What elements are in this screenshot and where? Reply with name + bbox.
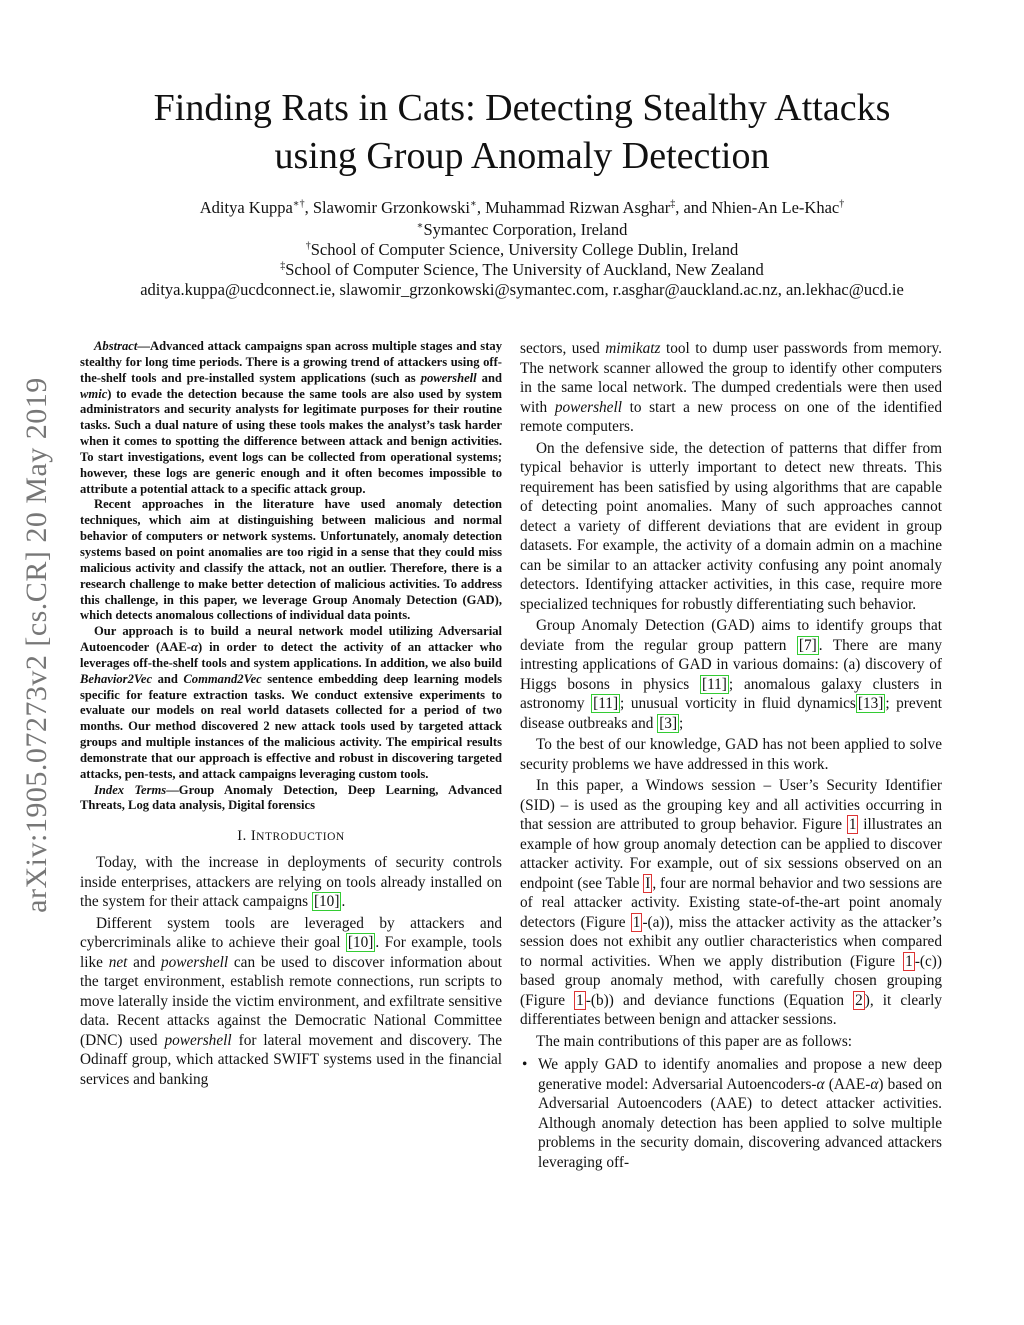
affiliation-mark: ‡	[280, 260, 286, 272]
figure-reference-link[interactable]: 1	[905, 952, 913, 970]
body-text: . For example, tools like	[80, 934, 502, 971]
list-item-text: ) based on Adversarial Autoencoders (AAE) to detect attacker activities. Although anomaly detection has been applied to solve multiple problems in the security domain, discovering advanced attackers leveraging off-	[538, 1075, 943, 1171]
author-mark: ∗	[470, 198, 477, 210]
figure-reference-link[interactable]: 1	[576, 991, 584, 1009]
author-name: , Slawomir Grzonkowski	[304, 198, 471, 217]
abstract-text: and	[476, 370, 502, 385]
abstract-text: and	[152, 671, 184, 686]
arxiv-id-text: arXiv:1905.07273v2 [cs.CR] 20 May 2019	[20, 377, 53, 913]
table-reference-link[interactable]: I	[645, 874, 651, 892]
section-number: I. I	[237, 828, 257, 845]
body-text: illustrates an example of how group anomaly detection can be applied to discover attacker activity. For example, out of six sessions observed on an endpoint (see Table	[520, 816, 942, 892]
body-text: -(c)) based group anomaly method, with carefully chosen grouping (Figure	[520, 952, 942, 1009]
abstract-paragraph	[80, 339, 502, 497]
index-terms-label: Index Terms	[94, 782, 167, 797]
body-text: Different system tools are leveraged by attackers and cybercriminals alike to achieve their goal	[80, 914, 502, 952]
title-line-1: Finding Rats in Cats: Detecting Stealthy Attacks	[153, 87, 891, 129]
abstract-paragraph: Recent approaches in the literature have used anomaly detection techniques, which aim at distinguishing between malicious and normal behavior of computers or network systems. Unfortunately, anomaly detection systems based on point anomalies are too rigid in a sense that they could miss malicious activity and classify the attack, not an outlier. Therefore, there is a research challenge to make better detection of malicious activities. To address this challenge, in this paper, we leverage Group Anomaly Detection (GAD), which detects anomalous collections of individual data points.	[80, 497, 502, 623]
section-title: NTRODUCTION	[256, 831, 345, 844]
arxiv-identifier	[12, 345, 62, 945]
body-text: Group Anomaly Detection (GAD) aims to identify groups that deviate from the regular group pattern	[520, 617, 942, 654]
body-text: and	[127, 953, 161, 971]
abstract-text: —Advanced attack campaigns span across multiple stages and stay stealthy for long time periods. There is a growing trend of attackers using off-the-shelf tools and pre-installed system applications (such as	[80, 339, 502, 385]
body-paragraph	[520, 616, 942, 733]
contributions-list	[520, 1055, 942, 1172]
body-text: Today, with the increase in deployments of security controls inside enterprises, attackers are relying on tools already installed on the system for their attack campaigns	[80, 854, 502, 911]
affiliation	[60, 220, 984, 240]
citation-link[interactable]: [3]	[659, 714, 678, 732]
author-name: , Muhammad Rizwan Asghar	[476, 198, 671, 217]
body-paragraph	[80, 914, 502, 1090]
body-text: ;	[679, 714, 684, 732]
body-text: ; unusual vorticity in fluid dynamics	[620, 695, 856, 712]
body-paragraph	[520, 339, 942, 437]
right-column	[520, 339, 942, 1172]
paper-title	[60, 84, 984, 180]
introduction-body	[80, 853, 502, 1089]
model-name: Command2Vec	[183, 671, 262, 686]
math-symbol: α	[816, 1075, 825, 1093]
abstract-paragraph	[80, 624, 502, 782]
abstract-text: ) to evade the detection because the same tools are also used by system administrators and security analysts for legitimate purposes for their routine tasks. Such a dual nature of using these tools makes the analyst’s task harder when it comes to spotting the difference between attack and benign activities. To start investigations, event logs can be collected from operational systems; however, these logs are generic enough and it often becomes impossible to attribute a potential attack to a specific attack group.	[80, 386, 502, 496]
author-emails: aditya.kuppa@ucdconnect.ie, slawomir_grzonkowski@symantec.com, r.asghar@auckland.ac.nz, an.lekhac@ucd.ie	[140, 280, 904, 299]
citation-link[interactable]: [11]	[701, 675, 727, 693]
affiliation-text: Symantec Corporation, Ireland	[423, 220, 628, 239]
abstract-text: Our approach is to build a neural network model utilizing Adversarial Autoencoder (AAE-	[80, 624, 502, 655]
model-name: Behavior2Vec	[80, 671, 153, 686]
body-paragraph	[520, 776, 942, 1030]
tool-name: net	[108, 953, 128, 971]
body-text: .	[341, 893, 346, 911]
affiliation	[60, 260, 984, 280]
body-text: . There are many intresting applications of GAD in various domains: (a) discovery of Higgs bosons in physics	[520, 636, 942, 693]
abstract	[80, 339, 502, 814]
tool-name: powershell	[554, 398, 622, 416]
body-text: sectors, used	[520, 340, 606, 357]
math-symbol: α	[190, 640, 198, 655]
tool-name: wmic	[80, 386, 108, 401]
math-symbol: α	[870, 1075, 879, 1093]
title-line-2: using Group Anomaly Detection	[274, 135, 770, 177]
list-item	[536, 1055, 942, 1172]
left-column	[80, 339, 502, 1091]
citation-link[interactable]: [13]	[857, 695, 884, 712]
affiliation-text: School of Computer Science, University College Dublin, Ireland	[310, 240, 739, 259]
affiliation-text: School of Computer Science, The University of Auckland, New Zealand	[285, 260, 764, 279]
body-text: ; anomalous galaxy clusters in astronomy	[520, 675, 942, 712]
body-paragraph: To the best of our knowledge, GAD has not been applied to solve security problems we have addressed in this work.	[520, 736, 942, 773]
body-paragraph: On the defensive side, the detection of patterns that differ from typical behavior is utterly important to detect new threats. This requirement has been satisfied by using algorithms that are capable of detecting point anomalies. Many of such approaches cannot detect a variety of different deviations that are evident in group datasets. For example, the activity of a domain admin on a machine can be similar to an attacker activity confusing any point anomaly detectors. Identifying attacker activities, in this case, require more specialized techniques for robustly differentiating such behavior.	[520, 439, 942, 613]
body-paragraph: The main contributions of this paper are as follows:	[536, 1032, 853, 1050]
figure-reference-link[interactable]: 1	[632, 913, 641, 931]
body-text: tool to dump user passwords from memory. The network scanner allowed the group to identify other computers in the same local network. The dumped credentials were then used with	[520, 340, 942, 416]
body-text: to start a new process on one of the identified remote computers.	[520, 398, 942, 435]
affiliation-mark: †	[305, 240, 311, 252]
body-text: In this paper, a Windows session – User’s Security Identifier (SID) – is used as the grouping key and all activities occurring in that session are attributed to group behavior. Figure	[520, 777, 942, 833]
author-mark: ∗†	[292, 198, 305, 210]
tool-name: powershell	[160, 953, 229, 971]
equation-reference-link[interactable]: 2	[855, 991, 863, 1009]
body-text: -(a)), miss the attacker activity as the attacker’s session does not exhibit any outlier characteristics when compared to normal activities. When we apply distribution (Figure	[520, 913, 942, 970]
author-mark: †	[839, 198, 845, 210]
author-name: , and Nhien-An Le-Khac	[675, 198, 840, 217]
citation-link[interactable]: [10]	[347, 934, 374, 952]
body-text: -(b)) and deviance functions (Equation	[585, 991, 854, 1009]
body-text: , four are normal behavior and two sessions are of real attacker activity. Existing state-of-the-art point anomaly detectors (Figure	[520, 874, 942, 931]
body-text: ; prevent disease outbreaks and	[520, 695, 943, 732]
body-text: can be used to discover information about the target environment, establish remote connections, run scripts to move laterally inside the victim environment, and exfiltrate sensitive data. Recent attacks against the Democratic National Committee (DNC) used	[80, 953, 502, 1049]
list-item-text: (AAE-	[824, 1075, 871, 1093]
author-block	[60, 198, 984, 300]
index-terms-text: —Group Anomaly Detection, Deep Learning, Advanced Threats, Log data analysis, Digital forensics	[80, 782, 502, 813]
tool-name: powershell	[164, 1031, 232, 1049]
affiliation	[60, 240, 984, 260]
index-terms	[80, 783, 502, 815]
tool-name: powershell	[420, 370, 477, 385]
body-text: for lateral movement and discovery. The Odinaff group, which attacked SWIFT systems used in the financial services and banking	[80, 1031, 502, 1088]
body-paragraph	[80, 853, 502, 912]
figure-reference-link[interactable]: 1	[848, 816, 857, 833]
affiliation-mark: ∗	[416, 220, 424, 232]
abstract-text: sentence embedding deep learning models specific for feature extraction tasks. We conduct extensive experiments to evaluate our models on real world datasets collected for a period of two months. Our method discovered 2 new attack tools used by targeted attack groups and multiple instances of the malicious activity. The empirical results demonstrate that our approach is effective and robust in discovering targeted attacks, pen-tests, and attack campaigns leveraging custom tools.	[80, 671, 502, 781]
abstract-label: Abstract	[94, 339, 138, 353]
author-list	[60, 198, 984, 218]
author-name: Aditya Kuppa	[199, 198, 293, 217]
body-text: ), it clearly differentiates between benign and attacker sessions.	[520, 991, 943, 1028]
citation-link[interactable]: [7]	[798, 636, 817, 654]
citation-link[interactable]: [11]	[593, 695, 619, 712]
citation-link[interactable]: [10]	[313, 893, 340, 911]
abstract-text: ) in order to detect the activity of an attacker who leverages off-the-shelf tools and system applications. In addition, we also build	[80, 640, 503, 670]
list-item-text: We apply GAD to identify anomalies and propose a new deep generative model: Adversarial Autoencoders-	[538, 1056, 942, 1093]
tool-name: mimikatz	[605, 340, 661, 357]
author-mark: ‡	[670, 198, 676, 210]
section-heading-introduction	[80, 828, 502, 845]
